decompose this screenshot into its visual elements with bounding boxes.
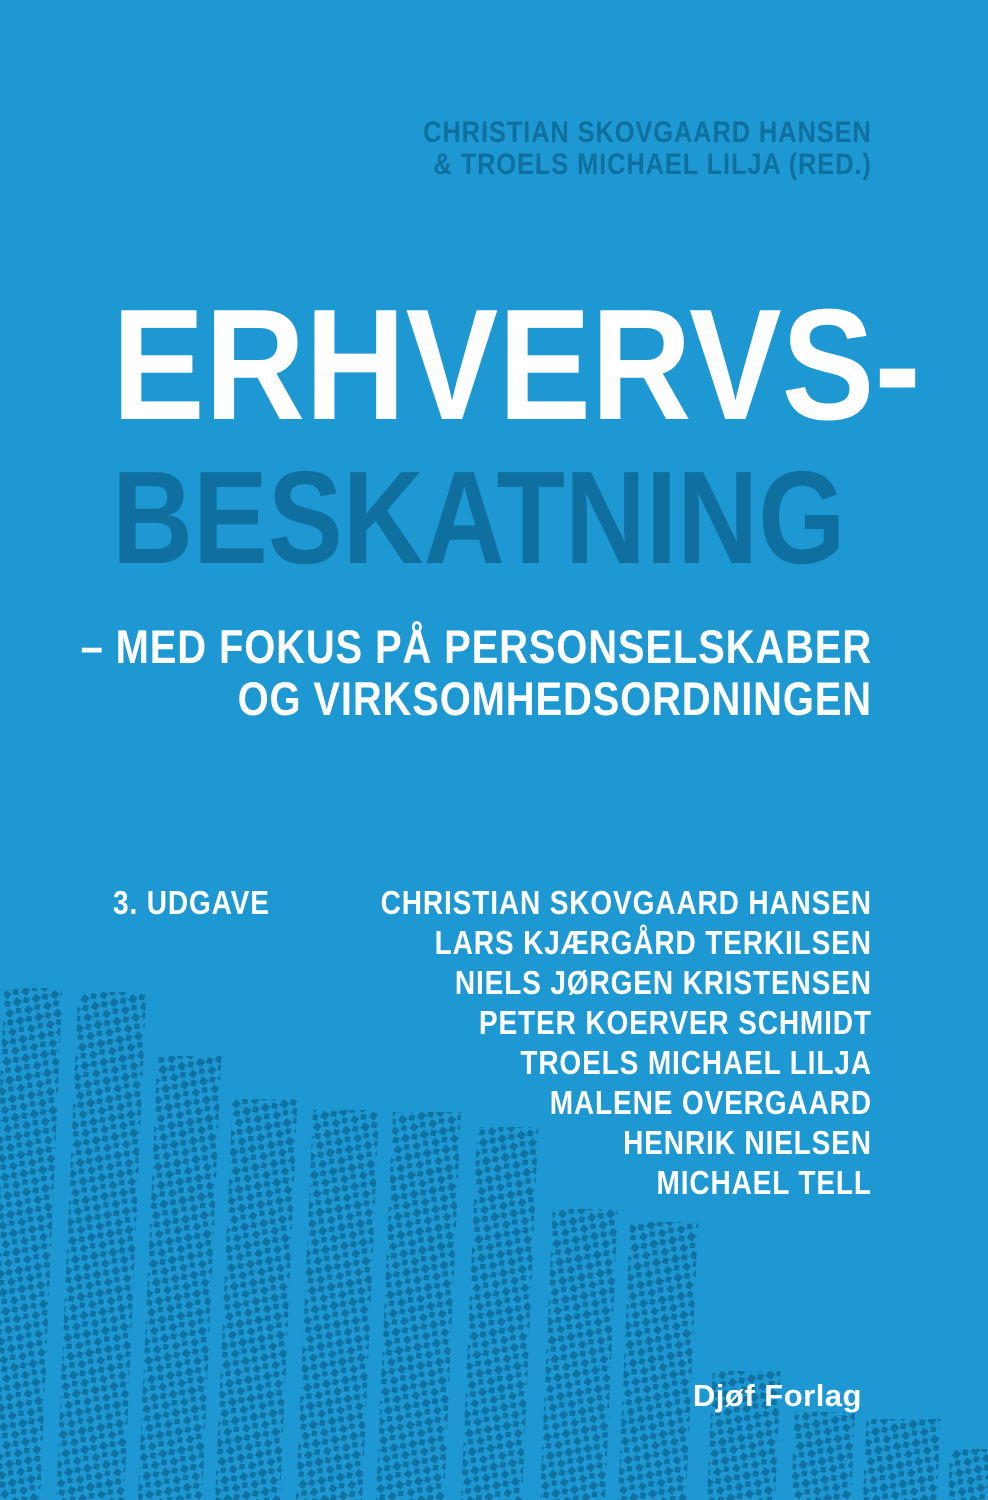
halftone-bar (135, 1056, 221, 1500)
author-name: MICHAEL TELL (656, 1164, 872, 1201)
editors-credit (423, 117, 872, 181)
subtitle-line: – MED FOKUS PÅ PERSONSELSKABER (80, 620, 872, 673)
halftone-bar (788, 1412, 854, 1500)
book-subtitle (81, 621, 872, 725)
author-name: LARS KJÆRGÅRD TERKILSEN (434, 924, 872, 961)
halftone-bar (212, 1099, 297, 1500)
halftone-bar (945, 1449, 988, 1500)
publisher-logo: Djøf Forlag (692, 1378, 862, 1413)
halftone-bar (53, 992, 146, 1500)
author-name: TROELS MICHAEL LILJA (520, 1044, 872, 1081)
halftone-bar (860, 1419, 940, 1500)
subtitle-line: OG VIRKSOMHEDSORDNINGEN (237, 672, 872, 725)
halftone-bar (537, 1209, 617, 1500)
halftone-bar (293, 1110, 379, 1500)
edition-label: 3. UDGAVE (113, 884, 270, 921)
author-name: HENRIK NIELSEN (623, 1124, 872, 1161)
editors-line: CHRISTIAN SKOVGAARD HANSEN (423, 116, 872, 149)
authors-list (381, 883, 872, 1203)
author-name: NIELS JØRGEN KRISTENSEN (455, 964, 872, 1001)
author-name: MALENE OVERGAARD (549, 1084, 872, 1121)
book-title-line1: ERHVERVS- (112, 277, 921, 453)
author-name: PETER KOERVER SCHMIDT (479, 1004, 872, 1041)
book-title-line2: BESKATNING (112, 444, 846, 591)
author-name: CHRISTIAN SKOVGAARD HANSEN (380, 884, 872, 921)
editors-line: & TROELS MICHAEL LILJA (RED.) (433, 148, 872, 181)
halftone-bar (615, 1222, 698, 1500)
halftone-bar (0, 988, 62, 1500)
